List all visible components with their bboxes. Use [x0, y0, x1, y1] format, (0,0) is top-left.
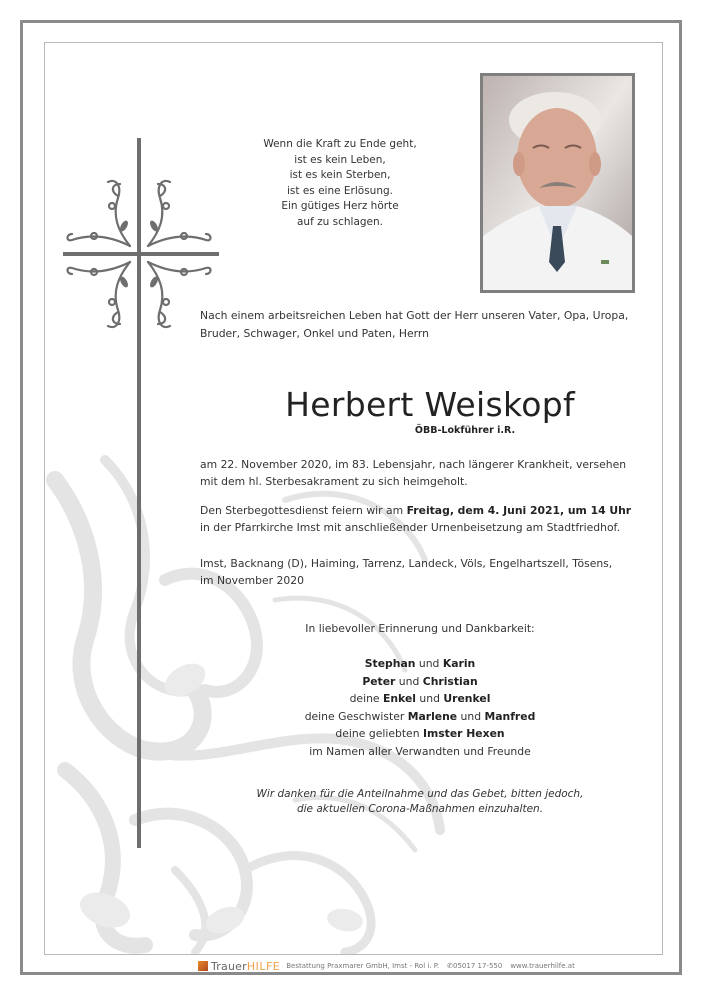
mourner-name: Marlene	[407, 709, 458, 723]
logo-icon	[198, 961, 208, 971]
service-line	[200, 502, 665, 519]
mourner-row	[200, 725, 640, 743]
logo-text: Trauer	[211, 959, 247, 973]
verse-line: ist es eine Erlösung.	[286, 184, 393, 197]
service-date: Freitag, dem 4. Juni 2021, um 14 Uhr	[406, 504, 632, 517]
verse-line: ist es kein Leben,	[294, 153, 386, 166]
mourner-text: deine Geschwister	[304, 709, 408, 723]
service-line: in der Pfarrkirche Imst mit anschließender Urnenbeisetzung am Stadtfriedhof.	[200, 521, 621, 534]
places	[200, 555, 665, 589]
verse-line: Wenn die Kraft zu Ende geht,	[263, 138, 417, 150]
mourner-name: Imster Hexen	[422, 727, 505, 740]
verse-line: Ein gütiges Herz hörte	[281, 200, 399, 212]
death-notice-line: am 22. November 2020, im 83. Lebensjahr, nach längerer Krankheit, versehen	[200, 458, 627, 471]
places-line: Imst, Backnang (D), Haiming, Tarrenz, Landeck, Völs, Engelhartszell, Tösens,	[200, 557, 613, 570]
mourner-row	[200, 673, 640, 691]
verse	[230, 137, 450, 230]
footer-website[interactable]: www.trauerhilfe.at	[510, 962, 575, 970]
mourner-row	[200, 708, 640, 726]
service-prefix: Den Sterbegottesdienst feiern wir am	[200, 504, 407, 517]
verse-line: ist es kein Sterben,	[289, 169, 391, 181]
mourner-row	[200, 655, 640, 673]
mourner-text: deine geliebten	[335, 727, 423, 740]
mourner-text: deine	[349, 692, 383, 705]
mourner-name: Urenkel	[443, 692, 491, 705]
portrait-photo	[480, 73, 635, 293]
phone-icon: ✆	[447, 962, 454, 970]
mourner-text: und	[457, 709, 485, 723]
deceased-name: Herbert Weiskopf	[285, 385, 575, 424]
portrait-image	[483, 76, 632, 290]
mourner-text: im Namen aller Verwandten und Freunde	[309, 744, 531, 758]
mourners-list	[200, 655, 640, 760]
mourner-row	[200, 743, 640, 761]
mourner-name: Manfred	[484, 709, 536, 723]
logo-text-accent: HILFE	[246, 959, 281, 973]
deceased-title: ÖBB-Lokführer i.R.	[414, 425, 516, 436]
mourner-text: und	[395, 674, 423, 688]
service-info	[200, 502, 665, 536]
verse-line: auf zu schlagen.	[297, 215, 383, 228]
footer-phone: 05017 17-550	[453, 962, 503, 970]
death-notice	[200, 456, 665, 490]
mourner-text: und	[415, 657, 443, 670]
mourners-heading: In liebevoller Erinnerung und Dankbarkeit:	[305, 622, 535, 635]
footer-company: Bestattung Praxmarer GmbH, Imst - Rol i. P.	[286, 962, 440, 970]
ornamental-cross-icon	[60, 136, 222, 848]
mourner-name: Peter	[362, 674, 396, 688]
closing-line: Wir danken für die Anteilnahme und das Gebet, bitten jedoch,	[256, 788, 584, 800]
places-line: im November 2020	[200, 574, 305, 587]
closing-note	[200, 787, 640, 817]
intro-text	[200, 307, 660, 342]
mourner-name: Karin	[442, 657, 476, 670]
mourner-name: Stephan	[364, 657, 416, 670]
death-notice-line: mit dem hl. Sterbesakrament zu sich heimgeholt.	[200, 475, 468, 488]
footer	[198, 958, 575, 974]
mourner-text: und	[415, 692, 444, 705]
intro-line: Bruder, Schwager, Onkel und Paten, Herrn	[200, 326, 429, 340]
closing-line: die aktuellen Corona-Maßnahmen einzuhalten.	[296, 803, 544, 815]
intro-line: Nach einem arbeitsreichen Leben hat Gott der Herr unseren Vater, Opa, Uropa,	[200, 309, 629, 322]
mourner-row	[200, 690, 640, 708]
mourner-name: Enkel	[383, 692, 416, 705]
mourner-name: Christian	[422, 674, 478, 688]
